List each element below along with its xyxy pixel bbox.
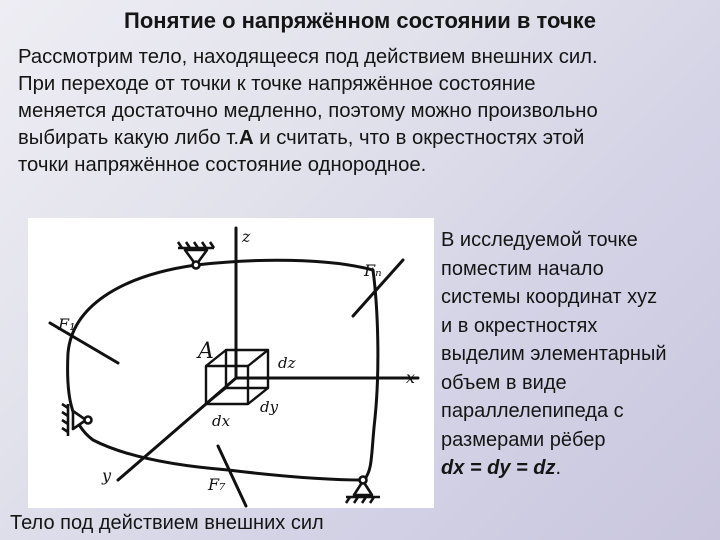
point-a-label: A [198,339,214,364]
side-line: размерами рёбер [441,428,606,451]
intro-paragraph [18,44,708,179]
dx-label: dx [212,412,231,430]
intro-line: меняется достаточно медленно, поэтому можно произвольно [18,100,598,122]
edge-formula: dx = dy = dz [441,457,556,479]
slide-title: Понятие о напряжённом состоянии в точке [124,8,596,33]
formula-suffix: . [555,457,562,479]
side-line: поместим начало [441,257,604,280]
support-left-icon [62,404,92,436]
side-line: объем в виде [441,371,567,394]
side-line: В исследуемой точке [441,229,638,251]
force-f1-label: F₁ [58,315,76,334]
force-f7-label: F₇ [208,475,226,494]
body-diagram-svg [28,218,434,508]
body-diagram [28,218,434,508]
point-a-text: A [238,127,254,149]
intro-line: При переходе от точки к точке напряжённое состояние [18,73,536,95]
intro-text: и считать, что в окрестностях этой [253,127,585,149]
dy-label: dy [260,398,279,416]
side-line: и в окрестностях [441,314,598,337]
force-fn-label: Fₙ [364,261,382,280]
side-line: системы координат xyz [441,286,658,308]
intro-line: точки напряжённое состояние однородное. [18,154,427,176]
y-axis-label: y [102,466,112,485]
side-line: параллелепипеда с [441,400,624,422]
intro-text: выбирать какую либо т. [18,127,239,149]
intro-line-with-point [18,125,708,152]
formula-line [441,454,716,483]
side-line: выделим элементарный [441,343,667,365]
side-paragraph [441,226,716,483]
z-axis-label: z [242,227,251,246]
x-axis-label: x [406,368,416,387]
figure-caption: Тело под действием внешних сил [10,512,324,534]
body-outline [68,260,378,480]
intro-line: Рассмотрим тело, находящееся под действием внешних сил. [18,46,598,68]
dz-label: dz [278,354,296,372]
